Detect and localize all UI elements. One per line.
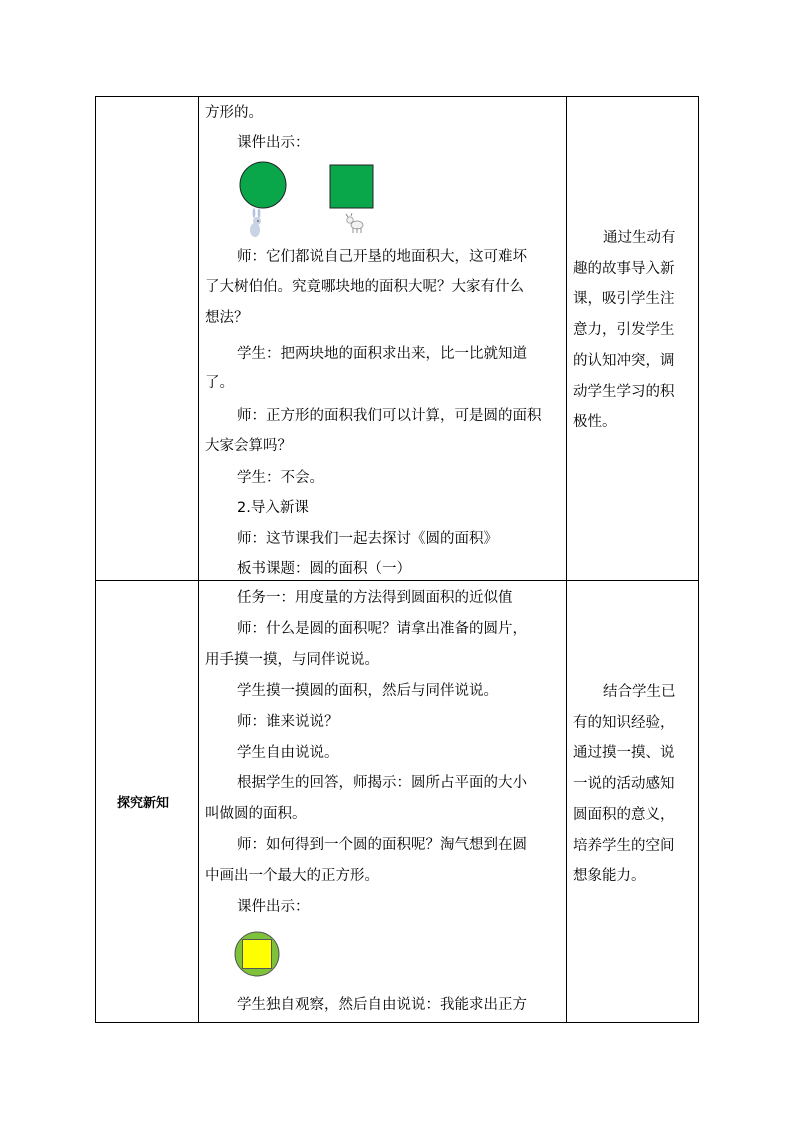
section-label-explore: 探究新知: [117, 796, 170, 811]
paragraph: 了大树伯伯。究竟哪块地的面积大呢？大家有什么: [205, 279, 524, 295]
intent-line: 培养学生的空间: [573, 837, 675, 854]
paragraph: 师：什么是圆的面积呢？请拿出准备的圆片，: [237, 621, 527, 637]
circle-with-inscribed-square-figure: [234, 931, 280, 977]
paragraph: 根据学生的回答，师揭示：圆所占平面的大小: [237, 775, 527, 791]
paragraph: 课件出示：: [237, 899, 310, 915]
paragraph: 师：如何得到一个圆的面积呢？淘气想到在圆: [237, 837, 527, 853]
rabbit-icon: [250, 208, 261, 237]
intent-line: 意力，引发学生: [573, 322, 675, 339]
table-border-right: [698, 96, 699, 1023]
row2-content-cell: [199, 581, 566, 1022]
paragraph: 师：它们都说自己开垦的地面积大，这可难坏: [237, 249, 527, 265]
intent-line: 通过生动有: [603, 230, 676, 246]
green-circle: [240, 162, 286, 208]
lesson-table: [95, 96, 699, 1023]
intent-line: 动学生学习的积: [573, 383, 675, 400]
row1-content-cell: [199, 96, 566, 580]
paragraph: 了。: [205, 375, 234, 391]
intent-line: 有的知识经验，: [573, 714, 675, 731]
paragraph: 想法？: [205, 310, 249, 326]
paragraph: 任务一：用度量的方法得到圆面积的近似值: [237, 590, 513, 606]
intent-line: 课，吸引学生注: [573, 291, 675, 308]
intent-line: 的认知冲突，调: [573, 352, 675, 369]
paragraph: 师：这节课我们一起去探讨《圆的面积》: [237, 531, 498, 547]
goat-icon: [346, 213, 363, 233]
table-border-bottom: [95, 1022, 699, 1023]
paragraph: 2.导入新课: [237, 500, 309, 516]
courseware-figure-circle-square: [239, 160, 389, 242]
paragraph: 叫做圆的面积。: [205, 806, 307, 822]
row2-label-cell: [95, 581, 198, 1022]
row1-label-cell: [95, 96, 198, 580]
paragraph: 学生自由说说。: [237, 745, 339, 761]
intent-line: 通过摸一摸、说: [573, 745, 675, 762]
paragraph: 大家会算吗？: [205, 438, 292, 454]
row1-intent-cell: [567, 223, 698, 453]
paragraph: 板书课题：圆的面积（一）: [237, 561, 411, 577]
intent-line: 结合学生已: [603, 684, 676, 700]
paragraph: 中画出一个最大的正方形。: [205, 868, 379, 884]
paragraph: 学生：把两块地的面积求出来，比一比就知道: [237, 346, 527, 362]
paragraph: 学生独自观察，然后自由说说：我能求出正方: [237, 997, 527, 1013]
intent-line: 极性。: [573, 414, 617, 431]
paragraph: 学生：不会。: [237, 470, 324, 486]
green-square: [330, 165, 373, 208]
intent-line: 趣的故事导入新: [573, 260, 675, 277]
paragraph: 课件出示：: [237, 135, 310, 151]
paragraph: 用手摸一摸，与同伴说说。: [205, 652, 379, 668]
paragraph: 学生摸一摸圆的面积，然后与同伴说说。: [237, 683, 498, 699]
row2-intent-cell: [567, 677, 698, 907]
paragraph: 师：谁来说说？: [237, 714, 339, 730]
intent-line: 圆面积的意义，: [573, 806, 675, 823]
paragraph: 方形的。: [205, 105, 263, 121]
intent-line: 想象能力。: [573, 868, 646, 885]
intent-line: 一说的活动感知: [573, 776, 675, 793]
yellow-inscribed-square: [243, 940, 272, 969]
paragraph: 师：正方形的面积我们可以计算，可是圆的面积: [237, 408, 542, 424]
